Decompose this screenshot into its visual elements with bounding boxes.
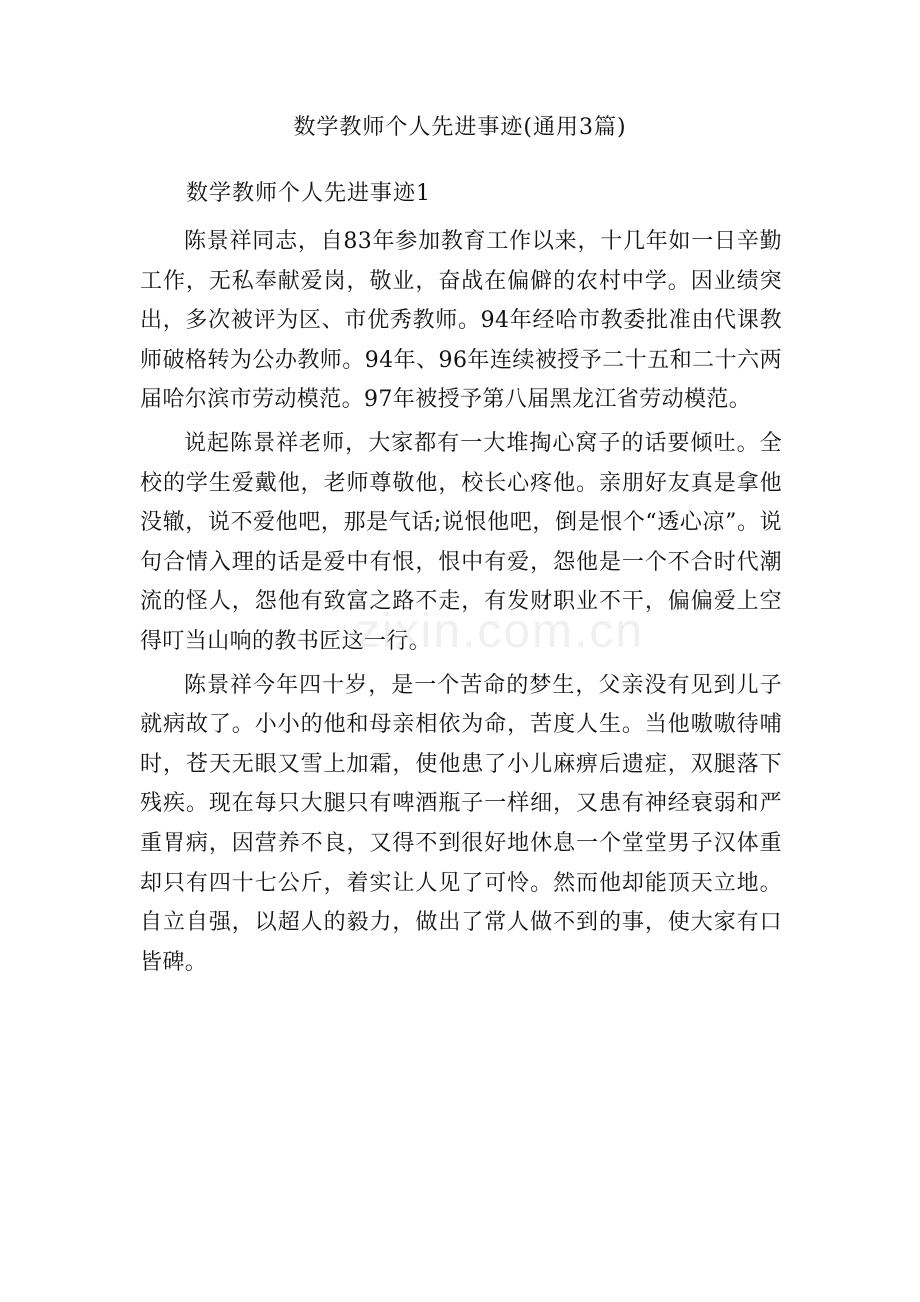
paragraph-1: 陈景祥同志，自83年参加教育工作以来，十几年如一日辛勤工作，无私奉献爱岗，敬业，奋战在偏僻的农村中学。因业绩突出，多次被评为区、市优秀教师。94年经哈市教委批准由代课教师破格转为公办教师。94年、96年连续被授予二十五和二十六两届哈尔滨市劳动模范。97年被授予第八届黑龙江省劳动模范。 — [140, 229, 782, 413]
paragraph-3: 陈景祥今年四十岁，是一个苦命的梦生，父亲没有见到儿子就病故了。小小的他和母亲相依为命，苦度人生。当他嗷嗷待哺时，苍天无眼又雪上加霜，使他患了小儿麻痹后遗症，双腿落下残疾。现在每只大腿只有啤酒瓶子一样细，又患有神经衰弱和严重胃病，因营养不良，又得不到很好地休息一个堂堂男子汉体重却只有四十七公斤，着实让人见了可怜。然而他却能顶天立地。自立自强，以超人的毅力，做出了常人做不到的事，使大家有口皆碑。 — [140, 672, 782, 975]
document-body — [140, 222, 782, 986]
section-heading: 数学教师个人先进事迹1 — [186, 181, 431, 206]
watermark: zixin.com.cn — [356, 605, 645, 658]
paragraph-2: 说起陈景祥老师，大家都有一大堆掏心窝子的话要倾吐。全校的学生爱戴他，老师尊敬他，校长心疼他。亲朋好友真是拿他没辙，说不爱他吧，那是气话;说恨他吧，倒是恨个“透心凉”。说句合情入理的话是爱中有恨，恨中有爱，怨他是一个不合时代潮流的怪人，怨他有致富之路不走，有发财职业不干，偏偏爱上空得叮当山响的教书匠这一行。 — [140, 430, 782, 654]
document-title: 数学教师个人先进事迹(通用3篇) — [293, 115, 627, 140]
